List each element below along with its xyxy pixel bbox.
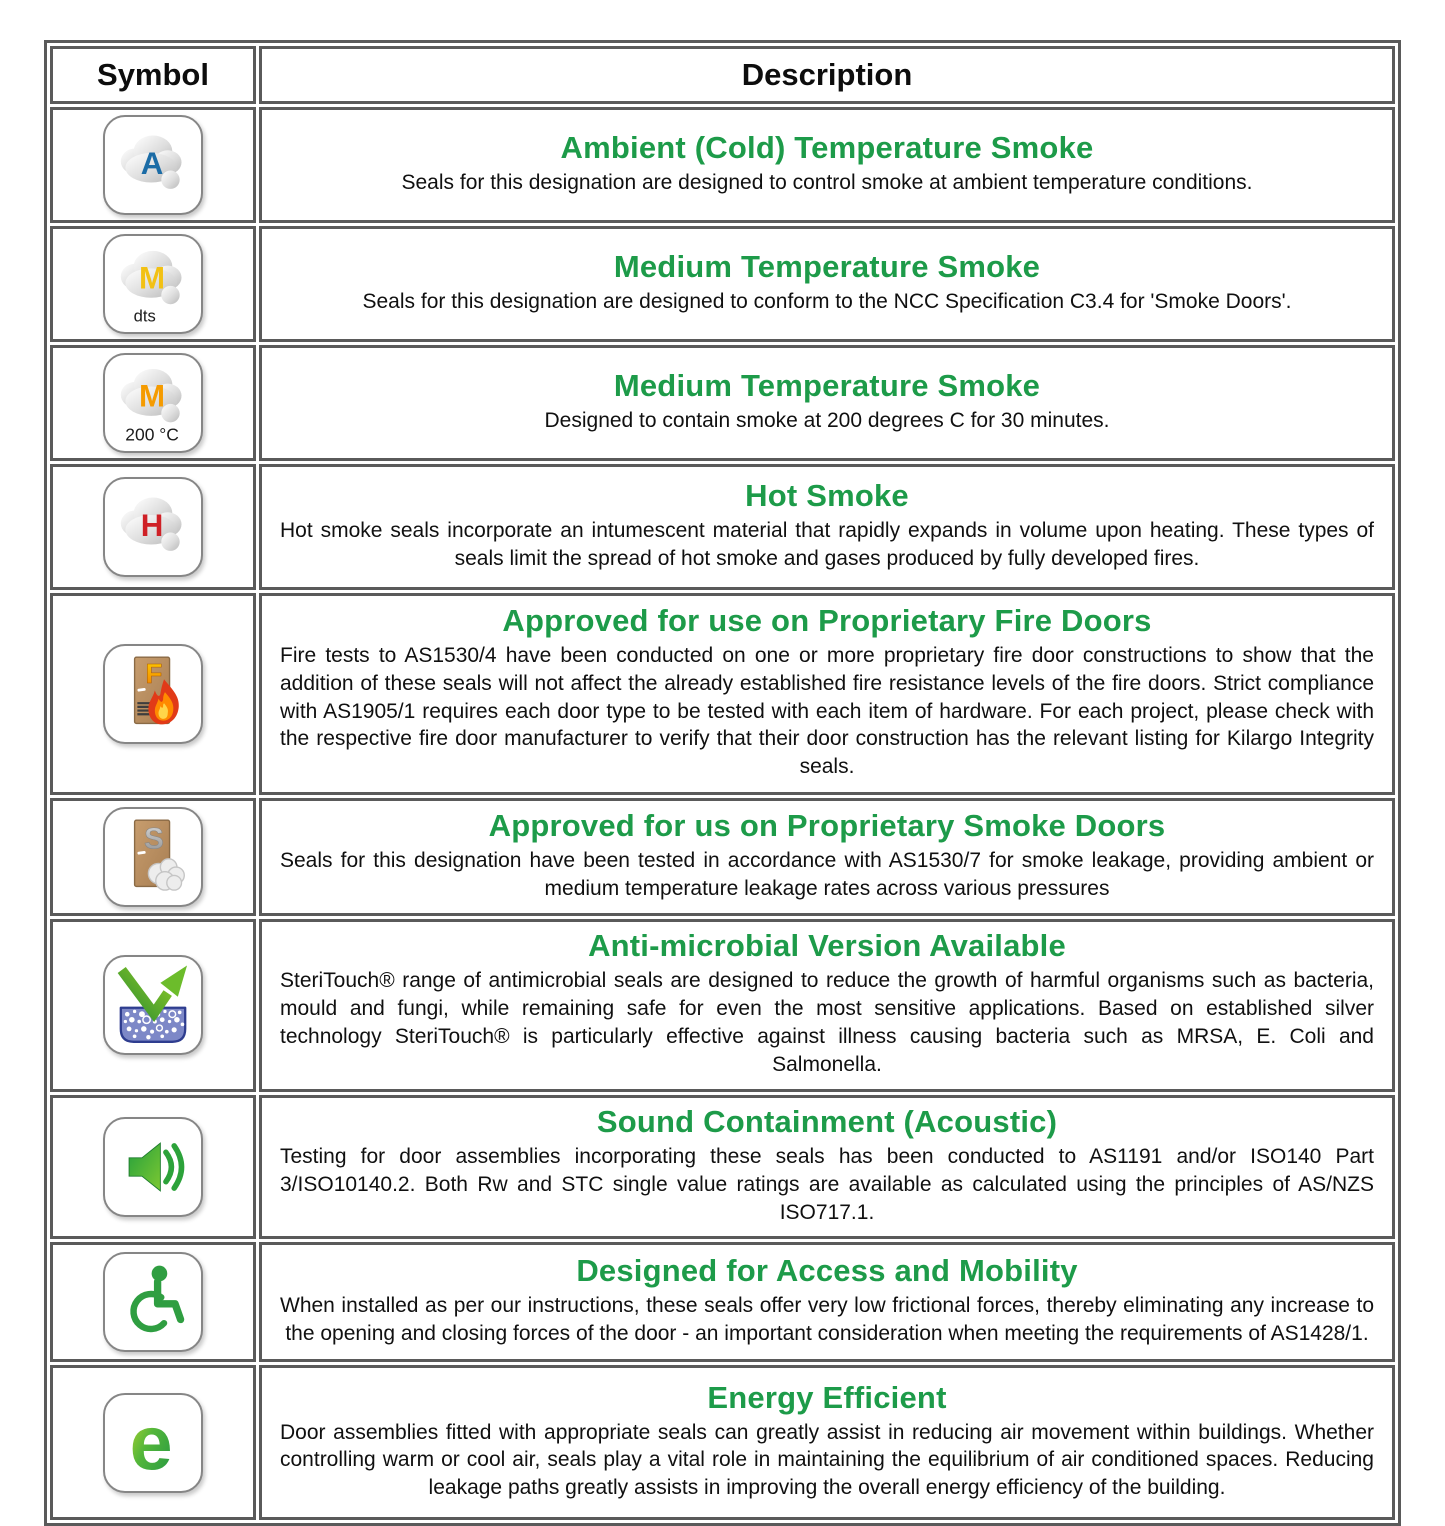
table-row bbox=[50, 226, 1395, 342]
row-title: Energy Efficient bbox=[707, 1379, 947, 1415]
table-row bbox=[50, 1365, 1395, 1520]
row-title: Sound Containment (Acoustic) bbox=[596, 1103, 1058, 1139]
table-row bbox=[50, 464, 1395, 590]
symbol-description-table bbox=[44, 40, 1401, 1526]
table-row bbox=[50, 593, 1395, 795]
row-description: Fire tests to AS1530/4 have been conducted on one or more proprietary fire door constructions to show that the addition of these seals will not affect the already established fire resistance levels of the fire doors. Strict compliance with AS1905/1 requires each door type to be tested with each item of hardware. For each project, please check with the respective fire door manufacturer to verify that their door construction has the relevant listing for Kilargo Integrity seals. bbox=[280, 643, 1374, 779]
row-description: SteriTouch® range of antimicrobial seals are designed to reduce the growth of harmful organisms such as bacteria, mould and fungi, while remaining safe for even the most sensitive applications. Based on established silver technology SteriTouch® is particularly effective against illness causing bacteria such as MRSA, E. Coli and Salmonella. bbox=[280, 969, 1374, 1076]
row-description: Door assemblies fitted with appropriate seals can greatly assist in reducing air movement within buildings. Whether controlling warm or cool air, seals play a vital role in maintaining the equilibrium of air conditioned spaces. Reducing leakage paths greatly assists in improving the overall energy efficiency of the building. bbox=[280, 1420, 1374, 1500]
door-letter: F bbox=[145, 657, 163, 689]
wheelchair-icon bbox=[103, 1252, 203, 1352]
fire-door-icon bbox=[103, 644, 203, 744]
door-letter: S bbox=[144, 822, 164, 856]
table-row bbox=[50, 919, 1395, 1092]
symbol-column-header: Symbol bbox=[50, 46, 256, 104]
row-title: Ambient (Cold) Temperature Smoke bbox=[560, 129, 1094, 165]
cloud-letter: H bbox=[140, 508, 164, 544]
row-description: Seals for this designation are designed to control smoke at ambient temperature conditions. bbox=[401, 170, 1253, 194]
row-title: Designed for Access and Mobility bbox=[576, 1253, 1078, 1289]
row-title: Anti-microbial Version Available bbox=[588, 928, 1066, 963]
row-description: Designed to contain smoke at 200 degrees C for 30 minutes. bbox=[544, 408, 1110, 432]
row-description: Seals for this designation are designed to conform to the NCC Specification C3.4 for 'Smoke Doors'. bbox=[362, 289, 1292, 313]
ambient-smoke-cloud-icon bbox=[103, 115, 203, 215]
row-title: Hot Smoke bbox=[745, 477, 909, 513]
row-title: Approved for use on Proprietary Fire Doors bbox=[502, 602, 1152, 638]
row-description: Seals for this designation have been tested in accordance with AS1530/7 for smoke leakage, providing ambient or medium temperature leakage rates across various pressures bbox=[280, 848, 1374, 900]
cloud-letter: M bbox=[139, 260, 166, 296]
icon-caption: 200 °C bbox=[125, 424, 179, 445]
row-description: When installed as per our instructions, these seals offer very low frictional forces, thereby eliminating any increase to the opening and closing forces of the door - an important consideration when meeting the requirements of AS1428/1. bbox=[280, 1294, 1374, 1345]
description-column-header: Description bbox=[259, 46, 1395, 104]
row-description: Testing for door assemblies incorporating these seals has been conducted to AS1191 and/or ISO140 Part 3/ISO10140.2. Both Rw and STC single value ratings are available as calculated using the principles of AS/NZS ISO717.1. bbox=[280, 1144, 1374, 1224]
row-title: Medium Temperature Smoke bbox=[613, 248, 1041, 284]
table-row bbox=[50, 1242, 1395, 1362]
table-header-row bbox=[50, 46, 1395, 104]
medium-smoke-200c-cloud-icon bbox=[103, 353, 203, 453]
row-title: Medium Temperature Smoke bbox=[613, 367, 1041, 403]
speaker-icon bbox=[103, 1117, 203, 1217]
medium-smoke-dts-cloud-icon bbox=[103, 234, 203, 334]
energy-letter: e bbox=[129, 1400, 173, 1487]
table-row bbox=[50, 798, 1395, 916]
row-description: Hot smoke seals incorporate an intumescent material that rapidly expands in volume upon heating. These types of seals limit the spread of hot smoke and gases produced by fully developed fires. bbox=[280, 518, 1374, 570]
cloud-letter: A bbox=[140, 146, 164, 182]
table-row bbox=[50, 107, 1395, 223]
table-row bbox=[50, 1095, 1395, 1240]
antimicrobial-icon bbox=[103, 955, 203, 1055]
row-title: Approved for us on Proprietary Smoke Doors bbox=[488, 807, 1166, 843]
cloud-letter: M bbox=[139, 378, 166, 414]
icon-caption: dts bbox=[133, 306, 156, 326]
smoke-door-icon bbox=[103, 807, 203, 907]
table-row bbox=[50, 345, 1395, 461]
energy-e-icon bbox=[103, 1393, 203, 1493]
hot-smoke-cloud-icon bbox=[103, 477, 203, 577]
